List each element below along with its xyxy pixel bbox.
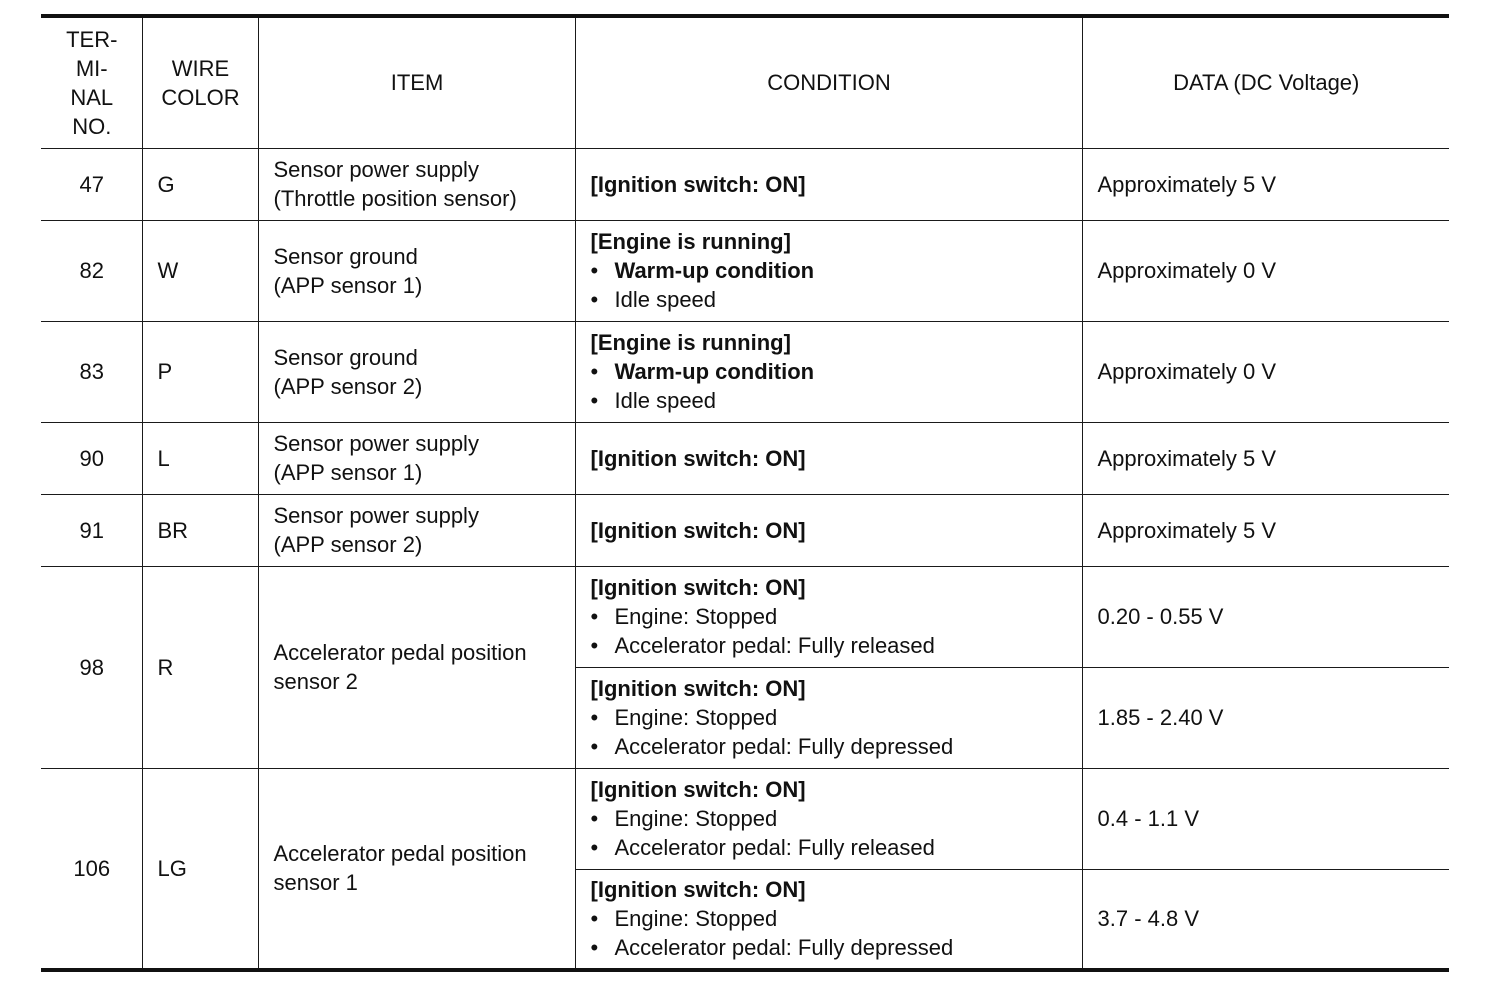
condition-cell (575, 869, 1082, 970)
bullet-text: Engine: Stopped (614, 705, 778, 730)
wire-color-cell: P (142, 321, 258, 422)
wire-color-cell: G (142, 148, 258, 220)
bullet-icon: • (590, 935, 599, 961)
item-cell: Sensor ground (APP sensor 2) (258, 321, 575, 422)
terminal-no-cell: 82 (41, 220, 142, 321)
condition-header: [Engine is running] (590, 229, 791, 254)
wire-color-cell: L (142, 422, 258, 494)
condition-bullet (591, 904, 1068, 933)
condition-header: [Ignition switch: ON] (590, 877, 806, 903)
item-cell: Accelerator pedal position sensor 2 (258, 566, 575, 768)
condition-header: [Ignition switch: ON] (590, 575, 806, 600)
data-voltage-cell: Approximately 5 V (1082, 494, 1449, 566)
condition-bullet (591, 386, 1068, 415)
condition-cell (575, 494, 1082, 566)
bullet-text: Engine: Stopped (614, 604, 778, 629)
data-voltage-cell: 1.85 - 2.40 V (1082, 667, 1449, 768)
terminal-no-cell: 91 (41, 494, 142, 566)
terminal-spec-table (41, 14, 1449, 972)
header-wire-color: WIRE COLOR (142, 16, 258, 148)
condition-bullet (591, 804, 1068, 833)
data-voltage-cell: Approximately 5 V (1082, 422, 1449, 494)
condition-cell (575, 321, 1082, 422)
terminal-no-cell: 98 (41, 566, 142, 768)
condition-header: [Ignition switch: ON] (590, 517, 806, 543)
wire-color-cell: BR (142, 494, 258, 566)
condition-cell (575, 220, 1082, 321)
bullet-icon: • (590, 705, 599, 730)
bullet-text: Idle speed (614, 287, 717, 312)
table-row (41, 422, 1449, 494)
data-voltage-cell: 0.4 - 1.1 V (1082, 768, 1449, 869)
terminal-no-cell: 106 (41, 768, 142, 970)
data-voltage-cell: 0.20 - 0.55 V (1082, 566, 1449, 667)
condition-header: [Ignition switch: ON] (590, 445, 806, 471)
condition-header: [Ignition switch: ON] (590, 676, 806, 701)
header-data: DATA (DC Voltage) (1082, 16, 1449, 148)
wire-color-cell: LG (142, 768, 258, 970)
item-cell: Sensor power supply (Throttle position sensor) (258, 148, 575, 220)
wire-color-cell: W (142, 220, 258, 321)
bullet-icon: • (590, 388, 599, 413)
header-item: ITEM (258, 16, 575, 148)
terminal-no-cell: 83 (41, 321, 142, 422)
condition-bullet (591, 933, 1068, 962)
bullet-icon: • (590, 906, 599, 932)
condition-header: [Engine is running] (590, 330, 791, 355)
bullet-text: Accelerator pedal: Fully depressed (614, 935, 954, 961)
table-row (41, 494, 1449, 566)
condition-cell (575, 566, 1082, 667)
bullet-icon: • (590, 359, 599, 384)
condition-bullet (591, 703, 1068, 732)
bullet-icon: • (590, 287, 599, 312)
data-voltage-cell: Approximately 0 V (1082, 321, 1449, 422)
item-cell: Sensor ground (APP sensor 1) (258, 220, 575, 321)
terminal-no-cell: 47 (41, 148, 142, 220)
bullet-text: Accelerator pedal: Fully released (614, 633, 935, 658)
item-cell: Sensor power supply (APP sensor 1) (258, 422, 575, 494)
condition-bullet (591, 732, 1068, 761)
condition-header: [Ignition switch: ON] (590, 777, 806, 802)
condition-bullet (591, 285, 1068, 314)
table-row (41, 220, 1449, 321)
bullet-icon: • (590, 604, 599, 629)
bullet-icon: • (590, 835, 599, 860)
data-voltage-cell: 3.7 - 4.8 V (1082, 869, 1449, 970)
header-condition: CONDITION (575, 16, 1082, 148)
bullet-icon: • (590, 734, 599, 759)
bullet-text: Warm-up condition (614, 359, 815, 384)
item-cell: Sensor power supply (APP sensor 2) (258, 494, 575, 566)
table-row (41, 321, 1449, 422)
condition-header: [Ignition switch: ON] (590, 171, 806, 197)
condition-cell (575, 422, 1082, 494)
data-voltage-cell: Approximately 0 V (1082, 220, 1449, 321)
data-voltage-cell: Approximately 5 V (1082, 148, 1449, 220)
wire-color-cell: R (142, 566, 258, 768)
condition-bullet (591, 833, 1068, 862)
table-row (41, 148, 1449, 220)
condition-bullet (591, 631, 1068, 660)
condition-cell (575, 667, 1082, 768)
terminal-no-cell: 90 (41, 422, 142, 494)
bullet-text: Accelerator pedal: Fully released (614, 835, 935, 860)
bullet-icon: • (590, 806, 599, 831)
bullet-text: Accelerator pedal: Fully depressed (614, 734, 954, 759)
bullet-text: Engine: Stopped (614, 906, 778, 932)
table-row (41, 768, 1449, 869)
bullet-icon: • (590, 258, 599, 283)
bullet-text: Warm-up condition (614, 258, 815, 283)
condition-cell (575, 148, 1082, 220)
condition-bullet (591, 357, 1068, 386)
condition-bullet (591, 256, 1068, 285)
condition-cell (575, 768, 1082, 869)
table-row (41, 566, 1449, 667)
bullet-text: Idle speed (614, 388, 717, 413)
header-row (41, 16, 1449, 148)
header-terminal-no: TER- MI- NAL NO. (41, 16, 142, 148)
condition-bullet (591, 602, 1068, 631)
item-cell: Accelerator pedal position sensor 1 (258, 768, 575, 970)
bullet-icon: • (590, 633, 599, 658)
bullet-text: Engine: Stopped (614, 806, 778, 831)
